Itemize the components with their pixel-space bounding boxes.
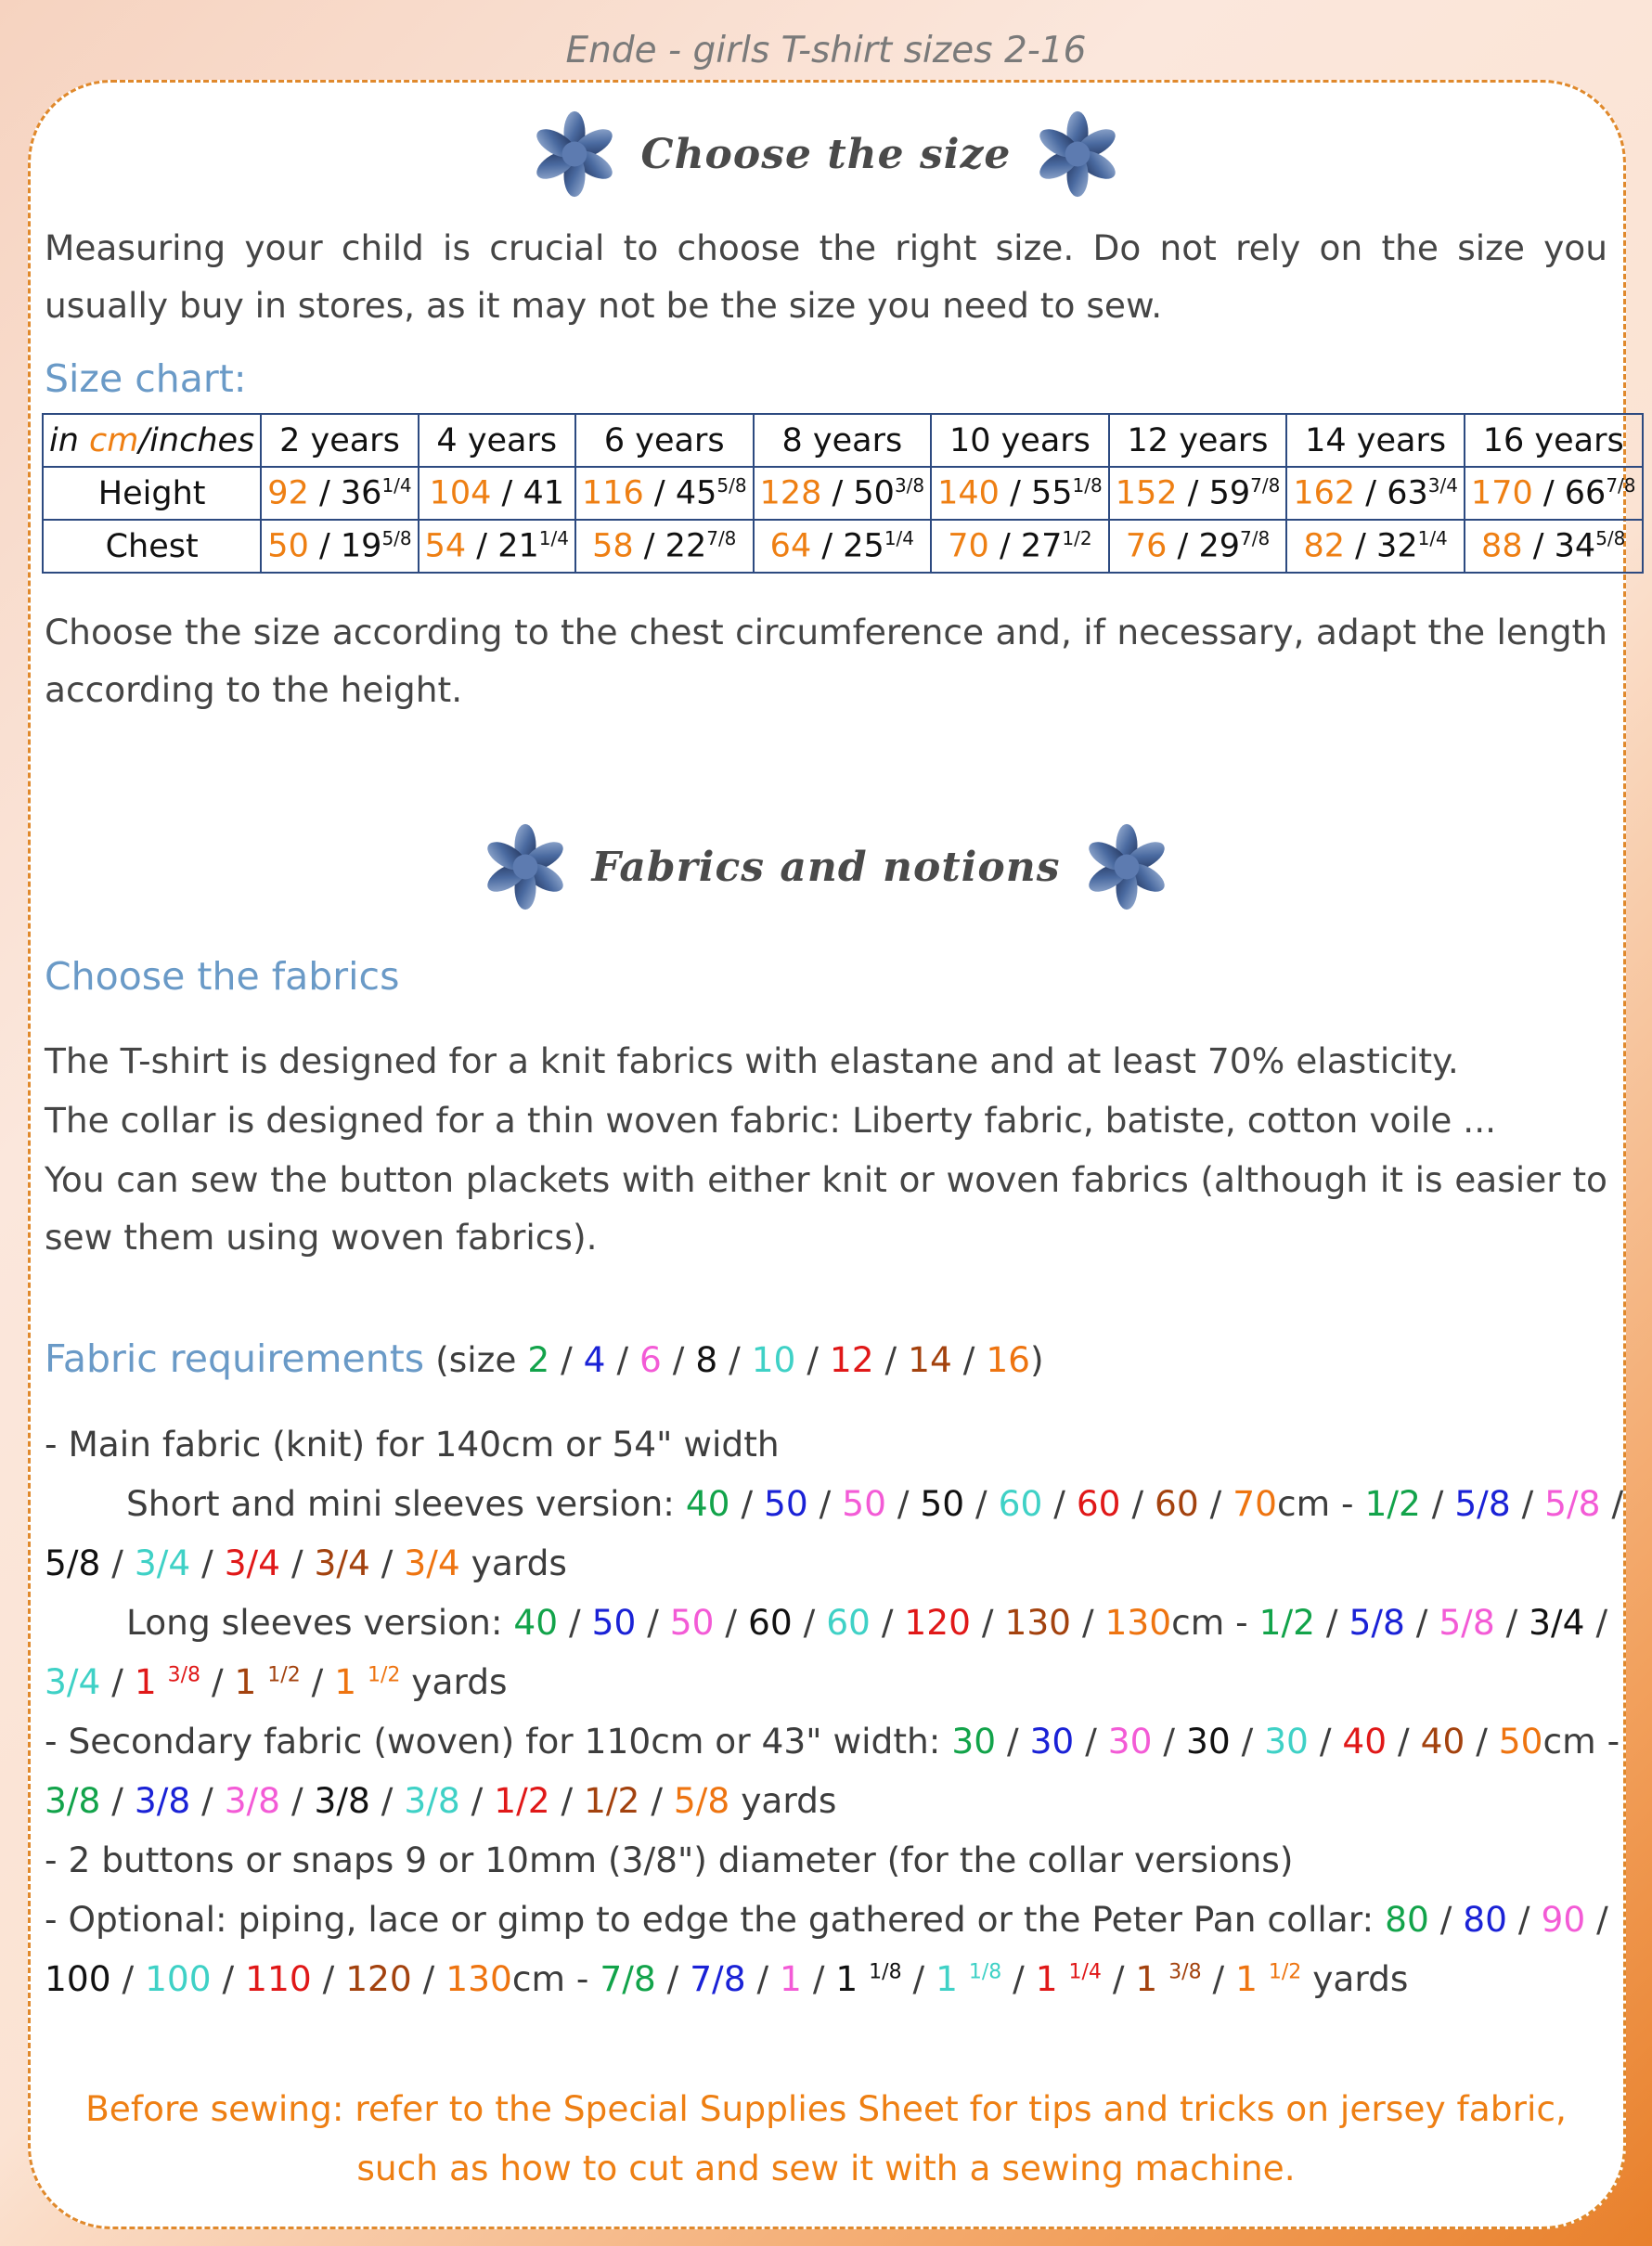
- table-header-row: [43, 414, 1643, 467]
- inch-fraction: 5/8: [716, 474, 747, 497]
- unit-cm: cm: [1276, 1483, 1331, 1524]
- cm-value: 76: [1125, 527, 1168, 565]
- short-sleeves-line-2: [45, 1543, 567, 1583]
- table-cell: $152 / 59^{7/8}$: [1109, 467, 1287, 520]
- size-value: 60: [1076, 1483, 1121, 1524]
- flower-icon: [481, 822, 570, 911]
- size-value: 40: [1342, 1721, 1387, 1762]
- requirements-label: Fabric requirements: [45, 1336, 425, 1381]
- fabric-paragraph-3: You can sew the button plackets with either knit or woven fabrics (although it is easier to sew them using woven fabrics).: [45, 1159, 1607, 1258]
- table-cell: $54 / 21^{1/4}$: [419, 520, 575, 573]
- cm-value: 152: [1115, 474, 1178, 512]
- heading-text: Fabrics and notions: [591, 843, 1061, 891]
- optional-line: [45, 1899, 1608, 1940]
- size-value: 5/8: [1544, 1483, 1601, 1524]
- size-value: 80: [1463, 1899, 1508, 1940]
- size-value: 3/8: [404, 1780, 460, 1821]
- size-value: 1 $^{1/8}$: [936, 1958, 1002, 1999]
- header-cell: 8 years: [754, 414, 932, 467]
- cm-value: 104: [429, 474, 492, 512]
- table-cell: $116 / 45^{5/8}$: [575, 467, 754, 520]
- header-cell: 14 years: [1286, 414, 1465, 467]
- size-value: 3/4: [134, 1543, 191, 1583]
- inch-value: 55: [1031, 474, 1073, 512]
- inch-value: 32: [1376, 527, 1418, 565]
- optional-cm-values: 80 / 80 / 90 /: [1385, 1899, 1608, 1940]
- unit-yards: yards: [411, 1661, 508, 1702]
- corner-cell: [43, 414, 261, 467]
- secondary-yard-values: 3/8 / 3/8 / 3/8 / 3/8 / 3/8 / 1/2 / 1/2 / 5/8: [45, 1780, 730, 1821]
- table-cell: $70 / 27^{1/2}$: [931, 520, 1109, 573]
- cm-value: 54: [424, 527, 467, 565]
- table-cell: $162 / 63^{3/4}$: [1286, 467, 1465, 520]
- size-value: 3/8: [45, 1780, 101, 1821]
- size-value: 3/8: [134, 1780, 191, 1821]
- size-value: 40: [1420, 1721, 1465, 1762]
- footer-note: Before sewing: refer to the Special Supplies Sheet for tips and tricks on jersey fabric, such as how to cut and sew it with a sewing machine.: [85, 2088, 1567, 2188]
- inch-value: 36: [340, 474, 382, 512]
- inch-value: 63: [1387, 474, 1428, 512]
- cm-value: 88: [1481, 527, 1523, 565]
- corner-inches: /inches: [138, 421, 255, 459]
- long-yard-values: 1/2 / 5/8 / 5/8 / 3/4 /: [1258, 1602, 1608, 1643]
- size-value: 1 $^{1/2}$: [1235, 1958, 1302, 1999]
- inch-value: 45: [675, 474, 717, 512]
- cm-value: 128: [759, 474, 822, 512]
- size-value: 1/2: [494, 1780, 550, 1821]
- table-cell: 104 / 41: [419, 467, 575, 520]
- table-cell: $64 / 25^{1/4}$: [754, 520, 932, 573]
- requirements-heading: [45, 1336, 1044, 1381]
- unit-yards: yards: [471, 1543, 567, 1583]
- header-cell: 10 years: [931, 414, 1109, 467]
- size-value: 100: [45, 1958, 111, 1999]
- size-value: 1/2: [1364, 1483, 1421, 1524]
- size-value: 14: [908, 1339, 952, 1380]
- long-sleeves-line: Long sleeves version: 40 / 50 / 50 / 60 / 60 / 120 / 130 / 130cm - 1/2 / 5/8 / 5/8 / 3/4 /: [126, 1602, 1608, 1643]
- inch-fraction: 1/4: [381, 474, 412, 497]
- size-value: 60: [998, 1483, 1043, 1524]
- table-cell: $128 / 50^{3/8}$: [754, 467, 932, 520]
- page-title: Ende - girls T-shirt sizes 2-16: [565, 30, 1087, 71]
- table-cell: $50 / 19^{5/8}$: [261, 520, 418, 573]
- table-cell: $88 / 34^{5/8}$: [1465, 520, 1643, 573]
- size-value: 90: [1541, 1899, 1586, 1940]
- inch-fraction: 3/8: [894, 474, 925, 497]
- size-value: 5/8: [1349, 1602, 1405, 1643]
- optional-cm-values-cont: 100 / 100 / 110 / 120 / 130: [45, 1958, 512, 1999]
- size-value: 1 $^{3/8}$: [1135, 1958, 1202, 1999]
- size-advice-paragraph: Choose the size according to the chest circumference and, if necessary, adapt the length according to the height.: [45, 612, 1607, 710]
- size-value: 1 $^{1/2}$: [234, 1661, 301, 1702]
- cm-value: 116: [581, 474, 644, 512]
- size-value: 5/8: [1454, 1483, 1511, 1524]
- row-label: Height: [43, 467, 261, 520]
- size-value: 100: [145, 1958, 212, 1999]
- size-value: 60: [826, 1602, 871, 1643]
- size-value: 30: [1264, 1721, 1309, 1762]
- size-value: 50: [842, 1483, 886, 1524]
- size-value: 50: [669, 1602, 715, 1643]
- short-sleeves-line: Short and mini sleeves version: 40 / 50 / 50 / 50 / 60 / 60 / 60 / 70cm - 1/2 / 5/8 / 5/8 /: [126, 1483, 1624, 1524]
- fabric-paragraph-1: The T-shirt is designed for a knit fabrics with elastane and at least 70% elasticity.: [45, 1040, 1459, 1081]
- size-value: 3/4: [45, 1661, 101, 1702]
- cm-value: 162: [1293, 474, 1356, 512]
- size-value: 30: [1185, 1721, 1231, 1762]
- size-value: 60: [748, 1602, 793, 1643]
- size-value: 1 $^{3/8}$: [134, 1661, 201, 1702]
- table-row-height: [43, 467, 1643, 520]
- size-legend: (size 2 / 4 / 6 / 8 / 10 / 12 / 14 / 16): [435, 1339, 1044, 1380]
- size-value: 110: [245, 1958, 312, 1999]
- size-value: 40: [685, 1483, 730, 1524]
- cm-value: 140: [937, 474, 1000, 512]
- corner-cm: cm: [89, 421, 139, 459]
- size-value: 70: [1233, 1483, 1277, 1524]
- cm-value: 170: [1470, 474, 1533, 512]
- table-cell: $140 / 55^{1/8}$: [931, 467, 1109, 520]
- size-value: 30: [951, 1721, 997, 1762]
- optional-yard-values: 7/8 / 7/8 / 1 / 1 $^{1/8}$ / 1 $^{1/8}$ / 1 $^{1/4}$ / 1 $^{3/8}$ / 1 $^{1/2}$: [600, 1958, 1302, 1999]
- table-row-chest: [43, 520, 1643, 573]
- fabric-paragraph-2: The collar is designed for a thin woven fabric: Liberty fabric, batiste, cotton voile ...: [45, 1100, 1497, 1141]
- secondary-cm-values: 30 / 30 / 30 / 30 / 30 / 40 / 40 / 50: [951, 1721, 1543, 1762]
- size-value: 12: [829, 1339, 874, 1380]
- cm-value: 58: [592, 527, 634, 565]
- inch-fraction: 7/8: [1240, 527, 1271, 550]
- table-cell: $82 / 32^{1/4}$: [1286, 520, 1465, 573]
- secondary-fabric-line-2: [45, 1780, 836, 1821]
- inch-fraction: 1/4: [884, 527, 914, 550]
- size-value: 120: [345, 1958, 412, 1999]
- size-value: 3/4: [404, 1543, 460, 1583]
- section-heading-fabrics: [0, 822, 1652, 911]
- corner-pre: in: [49, 421, 90, 459]
- size-value: 3/4: [224, 1543, 281, 1583]
- inch-value: 50: [853, 474, 895, 512]
- inch-value: 25: [843, 527, 884, 565]
- size-chart-label: Size chart:: [45, 356, 247, 401]
- size-value: 40: [513, 1602, 559, 1643]
- size-value: 3/4: [314, 1543, 370, 1583]
- cm-value: 50: [267, 527, 309, 565]
- optional-line-2: 100 / 100 / 110 / 120 / 130cm - 7/8 / 7/8 / 1 / 1 $^{1/8}$ / 1 $^{1/8}$ / 1 $^{1/4}$ / 1 $^{3/8}$ / 1 $^{1/2}$ yards: [45, 1958, 1409, 1999]
- size-value: 8: [695, 1339, 718, 1380]
- size-value: 4: [583, 1339, 606, 1380]
- inch-value: 34: [1554, 527, 1596, 565]
- size-value: 130: [1104, 1602, 1172, 1643]
- size-value: 1/2: [1258, 1602, 1315, 1643]
- flower-icon: [1082, 822, 1171, 911]
- secondary-fabric-label: - Secondary fabric (woven) for 110cm or 43" width:: [45, 1721, 941, 1762]
- row-label: Chest: [43, 520, 261, 573]
- unit-yards: yards: [1312, 1958, 1409, 1999]
- size-value: 16: [986, 1339, 1031, 1380]
- unit-cm: cm: [1171, 1602, 1225, 1643]
- optional-label: - Optional: piping, lace or gimp to edge the gathered or the Peter Pan collar:: [45, 1899, 1375, 1940]
- main-fabric-line: - Main fabric (knit) for 140cm or 54" width: [45, 1424, 780, 1465]
- size-value: 5/8: [45, 1543, 101, 1583]
- cm-value: 92: [267, 474, 309, 512]
- buttons-line: - 2 buttons or snaps 9 or 10mm (3/8") diameter (for the collar versions): [45, 1839, 1294, 1880]
- flower-icon: [530, 110, 619, 199]
- table-cell: $58 / 22^{7/8}$: [575, 520, 754, 573]
- size-value: 1/2: [584, 1780, 640, 1821]
- long-sleeves-line-2: [45, 1661, 508, 1702]
- header-cell: 2 years: [261, 414, 418, 467]
- inch-fraction: 7/8: [706, 527, 737, 550]
- size-value: 10: [751, 1339, 796, 1380]
- size-value: 3/4: [1529, 1602, 1585, 1643]
- table-cell: $76 / 29^{7/8}$: [1109, 520, 1287, 573]
- size-value: 6: [639, 1339, 662, 1380]
- choose-fabrics-label: Choose the fabrics: [45, 954, 400, 999]
- inch-value: 19: [340, 527, 382, 565]
- flower-icon: [1033, 110, 1122, 199]
- size-value: 80: [1385, 1899, 1429, 1940]
- cm-value: 82: [1303, 527, 1345, 565]
- size-value: 1: [780, 1958, 802, 1999]
- inch-value: 21: [497, 527, 539, 565]
- header-cell: 12 years: [1109, 414, 1287, 467]
- inch-fraction: 7/8: [1606, 474, 1636, 497]
- size-value: 7/8: [600, 1958, 656, 1999]
- inch-value: 22: [665, 527, 707, 565]
- size-value: 50: [764, 1483, 808, 1524]
- header-cell: 4 years: [419, 414, 575, 467]
- cm-value: 64: [769, 527, 812, 565]
- size-value: 130: [1004, 1602, 1072, 1643]
- inch-fraction: 7/8: [1250, 474, 1281, 497]
- inch-value: 66: [1564, 474, 1607, 512]
- size-value: 60: [1155, 1483, 1199, 1524]
- inch-value: 27: [1020, 527, 1063, 565]
- size-value: 2: [527, 1339, 550, 1380]
- short-yard-values: 1/2 / 5/8 / 5/8 /: [1364, 1483, 1624, 1524]
- short-cm-values: 40 / 50 / 50 / 50 / 60 / 60 / 60 / 70: [685, 1483, 1277, 1524]
- size-chart-table: [42, 413, 1644, 574]
- secondary-fabric-line: - Secondary fabric (woven) for 110cm or 43" width: 30 / 30 / 30 / 30 / 30 / 40 / 40 / 50cm -: [45, 1721, 1620, 1762]
- unit-cm: cm: [1542, 1721, 1596, 1762]
- size-value: 5/8: [1439, 1602, 1495, 1643]
- inch-fraction: 1/8: [1072, 474, 1103, 497]
- size-value: 1 $^{1/4}$: [1035, 1958, 1102, 1999]
- size-value: 50: [591, 1602, 637, 1643]
- inch-fraction: 1/4: [538, 527, 569, 550]
- size-value: 30: [1107, 1721, 1153, 1762]
- inch-value: 41: [523, 474, 564, 512]
- size-value: 130: [445, 1958, 512, 1999]
- table-cell: $170 / 66^{7/8}$: [1465, 467, 1643, 520]
- size-value: 120: [904, 1602, 971, 1643]
- short-yard-values-cont: 5/8 / 3/4 / 3/4 / 3/4 / 3/4: [45, 1543, 460, 1583]
- section-heading-size: [0, 110, 1652, 199]
- size-value: 5/8: [673, 1780, 730, 1821]
- size-value: 1 $^{1/2}$: [334, 1661, 401, 1702]
- heading-text: Choose the size: [640, 130, 1012, 178]
- inch-fraction: 5/8: [381, 527, 412, 550]
- size-value: 7/8: [690, 1958, 746, 1999]
- inch-value: 59: [1208, 474, 1251, 512]
- inch-fraction: 5/8: [1595, 527, 1626, 550]
- long-yard-values-cont: 3/4 / 1 $^{3/8}$ / 1 $^{1/2}$ / 1 $^{1/2}$: [45, 1661, 401, 1702]
- size-value: 30: [1029, 1721, 1075, 1762]
- size-value: 3/8: [224, 1780, 281, 1821]
- intro-paragraph: Measuring your child is crucial to choose the right size. Do not rely on the size you usually buy in stores, as it may not be the size you need to sew.: [45, 227, 1607, 326]
- inch-value: 29: [1198, 527, 1240, 565]
- header-cell: 6 years: [575, 414, 754, 467]
- unit-yards: yards: [741, 1780, 837, 1821]
- inch-fraction: 1/2: [1062, 527, 1092, 550]
- unit-cm: cm: [511, 1958, 565, 1999]
- long-cm-values: 40 / 50 / 50 / 60 / 60 / 120 / 130 / 130: [513, 1602, 1172, 1643]
- header-cell: 16 years: [1465, 414, 1643, 467]
- short-sleeves-label: Short and mini sleeves version:: [126, 1483, 675, 1524]
- size-value: 50: [1498, 1721, 1543, 1762]
- size-value: 1 $^{1/8}$: [835, 1958, 902, 1999]
- size-value: 3/8: [314, 1780, 370, 1821]
- size-value: 50: [920, 1483, 965, 1524]
- inch-fraction: 1/4: [1417, 527, 1448, 550]
- long-sleeves-label: Long sleeves version:: [126, 1602, 503, 1643]
- table-cell: $92 / 36^{1/4}$: [261, 467, 418, 520]
- inch-fraction: 3/4: [1427, 474, 1458, 497]
- cm-value: 70: [948, 527, 989, 565]
